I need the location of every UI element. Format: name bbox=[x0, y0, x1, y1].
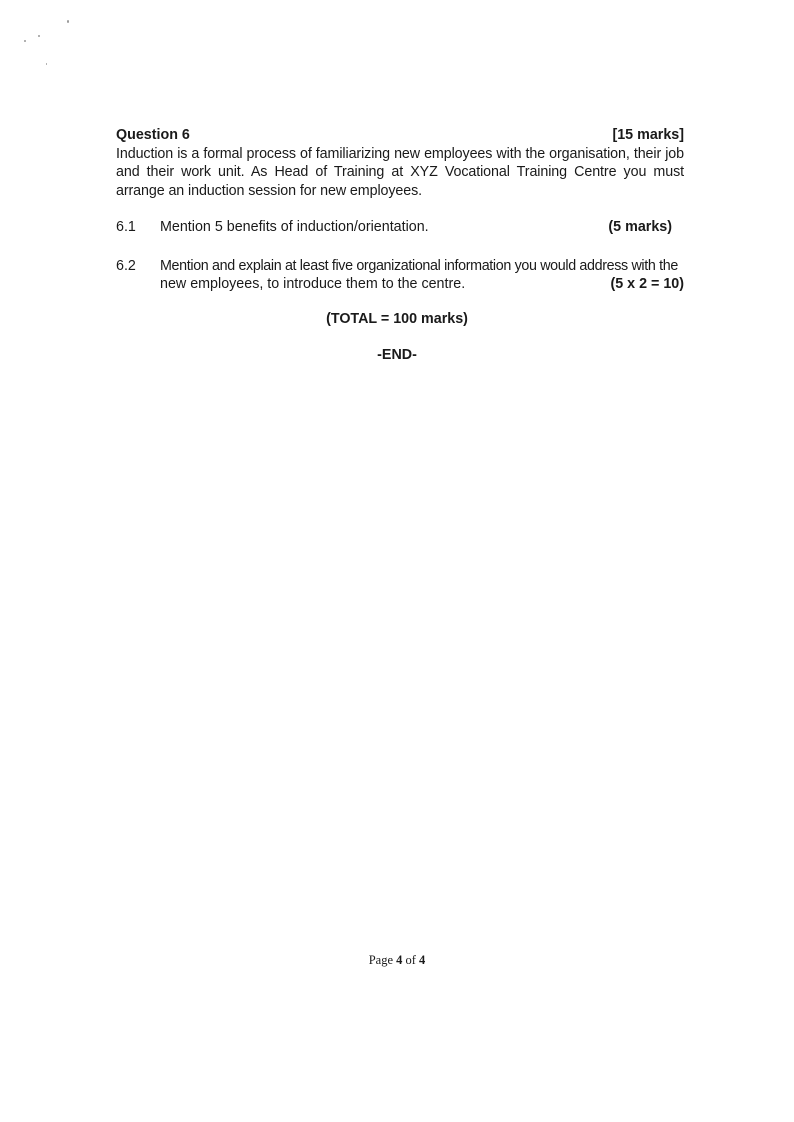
question-heading bbox=[116, 126, 684, 145]
sub-question-marks: (5 marks) bbox=[608, 219, 672, 235]
question-title: Question 6 bbox=[116, 127, 190, 143]
sub-question-number: 6.1 bbox=[116, 219, 136, 235]
scan-specks bbox=[0, 0, 100, 80]
question-section bbox=[116, 126, 684, 294]
question-marks: [15 marks] bbox=[612, 127, 684, 143]
page-number: 4 bbox=[396, 953, 403, 967]
sub-question-text: Mention 5 benefits of induction/orientation. bbox=[160, 219, 429, 235]
sub-question-6-1 bbox=[116, 218, 684, 237]
end-marker: -END- bbox=[377, 347, 417, 363]
sub-question-text-line-2: new employees, to introduce them to the centre. bbox=[160, 276, 466, 292]
question-intro: Induction is a formal process of familiarizing new employees with the organisation, their job and their work unit. As Head of Training at XYZ Vocational Training Centre you must arrange an induction session for new employees. bbox=[116, 145, 684, 199]
total-marks: (TOTAL = 100 marks) bbox=[326, 311, 468, 327]
sub-question-number: 6.2 bbox=[116, 257, 136, 274]
sub-question-6-2 bbox=[116, 257, 684, 294]
of-word: of bbox=[405, 953, 416, 967]
sub-question-text-line-1: Mention and explain at least five organizational information you would address with the bbox=[160, 257, 678, 274]
sub-question-marks: (5 x 2 = 10) bbox=[610, 276, 684, 292]
page-footer bbox=[0, 953, 794, 968]
page-total: 4 bbox=[419, 953, 426, 967]
page-word: Page bbox=[368, 953, 393, 967]
